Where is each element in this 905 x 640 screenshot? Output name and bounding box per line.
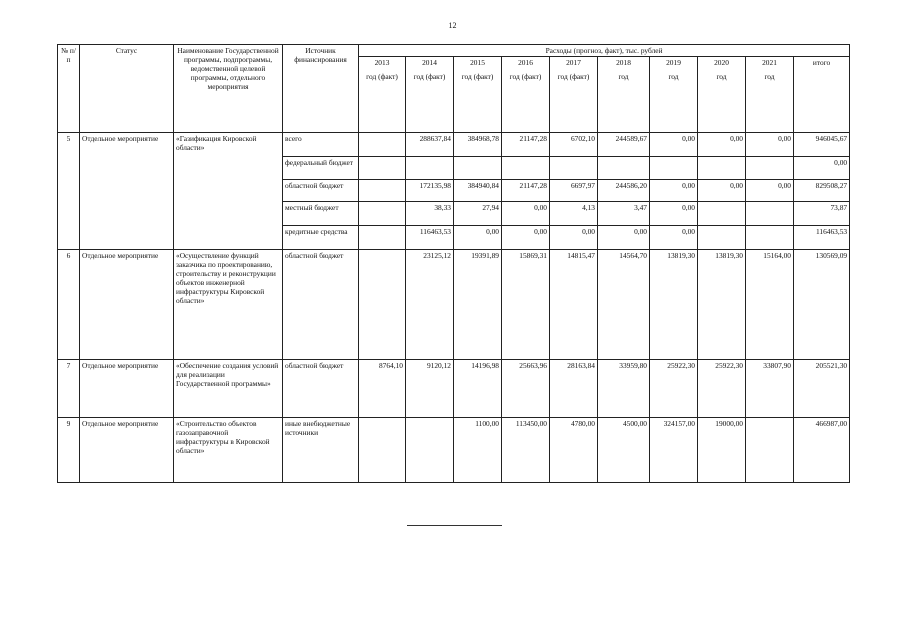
value-cell (359, 250, 406, 360)
row-number: 6 (58, 250, 80, 360)
value-cell: 15164,00 (746, 250, 794, 360)
value-cell: 25922,30 (650, 360, 698, 418)
value-cell: 13819,30 (698, 250, 746, 360)
row-number: 7 (58, 360, 80, 418)
value-cell: 9120,12 (406, 360, 454, 418)
value-cell: 0,00 (502, 202, 550, 226)
header-name: Наименование Государственной программы, подпрограммы, ведомственной целевой программы, отдельного мероприятия (174, 45, 283, 133)
header-year-label: 2015 (470, 58, 485, 68)
value-cell (746, 202, 794, 226)
value-cell: 33807,90 (746, 360, 794, 418)
row-name: «Обеспечение создания условий для реализации Государственной программы» (174, 360, 283, 418)
value-cell: 1100,00 (454, 418, 502, 483)
value-cell (454, 157, 502, 180)
total-cell: 829508,27 (794, 180, 850, 202)
value-cell: 324157,00 (650, 418, 698, 483)
value-cell: 27,94 (454, 202, 502, 226)
value-cell (746, 418, 794, 483)
header-year-sub: год (факт) (461, 72, 494, 82)
header-year (406, 57, 454, 133)
table-row (58, 360, 850, 418)
value-cell: 19000,00 (698, 418, 746, 483)
value-cell: 4780,00 (550, 418, 598, 483)
value-cell: 172135,98 (406, 180, 454, 202)
value-cell: 113450,00 (502, 418, 550, 483)
row-source: местный бюджет (283, 202, 359, 226)
header-year-label: 2017 (566, 58, 581, 68)
row-source: областной бюджет (283, 180, 359, 202)
value-cell: 23125,12 (406, 250, 454, 360)
row-status: Отдельное мероприятие (80, 418, 174, 483)
header-year-sub: год (618, 72, 629, 82)
header-status: Статус (80, 45, 174, 133)
row-number: 5 (58, 133, 80, 250)
header-year-label: 2018 (616, 58, 631, 68)
value-cell: 25922,30 (698, 360, 746, 418)
value-cell: 384940,84 (454, 180, 502, 202)
header-year-sub: год (факт) (413, 72, 446, 82)
row-source: всего (283, 133, 359, 157)
value-cell (650, 157, 698, 180)
header-num: № п/п (58, 45, 80, 133)
value-cell: 4,13 (550, 202, 598, 226)
table-body (58, 133, 850, 483)
header-year-sub: год (764, 72, 775, 82)
value-cell (746, 157, 794, 180)
table-row (58, 250, 850, 360)
budget-table (57, 44, 850, 483)
value-cell (359, 180, 406, 202)
header-year (550, 57, 598, 133)
value-cell: 14564,70 (598, 250, 650, 360)
row-status: Отдельное мероприятие (80, 133, 174, 250)
value-cell: 38,33 (406, 202, 454, 226)
table-row (58, 418, 850, 483)
value-cell (598, 157, 650, 180)
value-cell (698, 226, 746, 250)
header-year-sub: год (факт) (509, 72, 542, 82)
header-year (746, 57, 794, 133)
value-cell: 8764,10 (359, 360, 406, 418)
row-name: «Газификация Кировской области» (174, 133, 283, 250)
value-cell (359, 133, 406, 157)
row-status: Отдельное мероприятие (80, 250, 174, 360)
header-year-label: 2020 (714, 58, 729, 68)
value-cell (359, 418, 406, 483)
value-cell (746, 226, 794, 250)
value-cell (502, 157, 550, 180)
table-header (58, 45, 850, 133)
value-cell: 116463,53 (406, 226, 454, 250)
total-cell: 73,87 (794, 202, 850, 226)
value-cell: 6697,97 (550, 180, 598, 202)
value-cell (359, 226, 406, 250)
value-cell: 4500,00 (598, 418, 650, 483)
value-cell: 0,00 (650, 180, 698, 202)
value-cell: 21147,28 (502, 133, 550, 157)
total-cell: 946045,67 (794, 133, 850, 157)
header-year-sub: год (668, 72, 679, 82)
value-cell: 0,00 (746, 180, 794, 202)
total-cell: 130569,09 (794, 250, 850, 360)
total-cell: 116463,53 (794, 226, 850, 250)
row-number: 9 (58, 418, 80, 483)
header-year-label: 2016 (518, 58, 533, 68)
value-cell: 244589,67 (598, 133, 650, 157)
value-cell: 19391,89 (454, 250, 502, 360)
value-cell: 28163,84 (550, 360, 598, 418)
value-cell (359, 202, 406, 226)
value-cell: 0,00 (650, 226, 698, 250)
footer-divider (407, 525, 502, 526)
header-year-label: 2021 (762, 58, 777, 68)
header-year (698, 57, 746, 133)
value-cell: 244586,20 (598, 180, 650, 202)
total-cell: 205521,30 (794, 360, 850, 418)
value-cell: 0,00 (454, 226, 502, 250)
table-row (58, 133, 850, 157)
row-source: кредитные средства (283, 226, 359, 250)
value-cell: 0,00 (550, 226, 598, 250)
value-cell (698, 202, 746, 226)
value-cell: 0,00 (746, 133, 794, 157)
row-source: федеральный бюджет (283, 157, 359, 180)
header-year-sub: год (факт) (366, 72, 398, 82)
header-total: итого (794, 57, 850, 133)
row-name: «Строительство объектов газозаправочной инфраструктуры в Кировской области» (174, 418, 283, 483)
value-cell: 33959,80 (598, 360, 650, 418)
value-cell: 3,47 (598, 202, 650, 226)
value-cell (359, 157, 406, 180)
header-year-sub: год (факт) (557, 72, 590, 82)
value-cell: 15869,31 (502, 250, 550, 360)
value-cell: 0,00 (698, 133, 746, 157)
total-cell: 0,00 (794, 157, 850, 180)
value-cell: 21147,28 (502, 180, 550, 202)
value-cell: 6702,10 (550, 133, 598, 157)
value-cell: 0,00 (598, 226, 650, 250)
header-year-label: 2019 (666, 58, 681, 68)
header-year (454, 57, 502, 133)
value-cell (698, 157, 746, 180)
header-year (598, 57, 650, 133)
value-cell (406, 157, 454, 180)
header-year-label: 2014 (422, 58, 437, 68)
header-year (502, 57, 550, 133)
total-cell: 466987,00 (794, 418, 850, 483)
value-cell (406, 418, 454, 483)
row-status: Отдельное мероприятие (80, 360, 174, 418)
value-cell: 384968,78 (454, 133, 502, 157)
row-source: иные внебюджетные источники (283, 418, 359, 483)
value-cell: 14815,47 (550, 250, 598, 360)
value-cell: 288637,84 (406, 133, 454, 157)
row-source: областной бюджет (283, 360, 359, 418)
header-expenses: Расходы (прогноз, факт), тыс. рублей (359, 45, 850, 57)
header-year-sub: год (716, 72, 727, 82)
header-year (650, 57, 698, 133)
header-year (359, 57, 406, 133)
row-name: «Осуществление функций заказчика по проектированию, строительству и реконструкции объектов инженерной инфраструктуры Кировской области» (174, 250, 283, 360)
value-cell: 0,00 (698, 180, 746, 202)
value-cell: 13819,30 (650, 250, 698, 360)
value-cell: 25663,96 (502, 360, 550, 418)
value-cell: 0,00 (650, 133, 698, 157)
value-cell: 0,00 (650, 202, 698, 226)
row-source: областной бюджет (283, 250, 359, 360)
value-cell (550, 157, 598, 180)
page-number: 12 (448, 21, 457, 30)
header-source: Источник финансирования (283, 45, 359, 133)
value-cell: 0,00 (502, 226, 550, 250)
value-cell: 14196,98 (454, 360, 502, 418)
header-year-label: 2013 (374, 58, 390, 68)
